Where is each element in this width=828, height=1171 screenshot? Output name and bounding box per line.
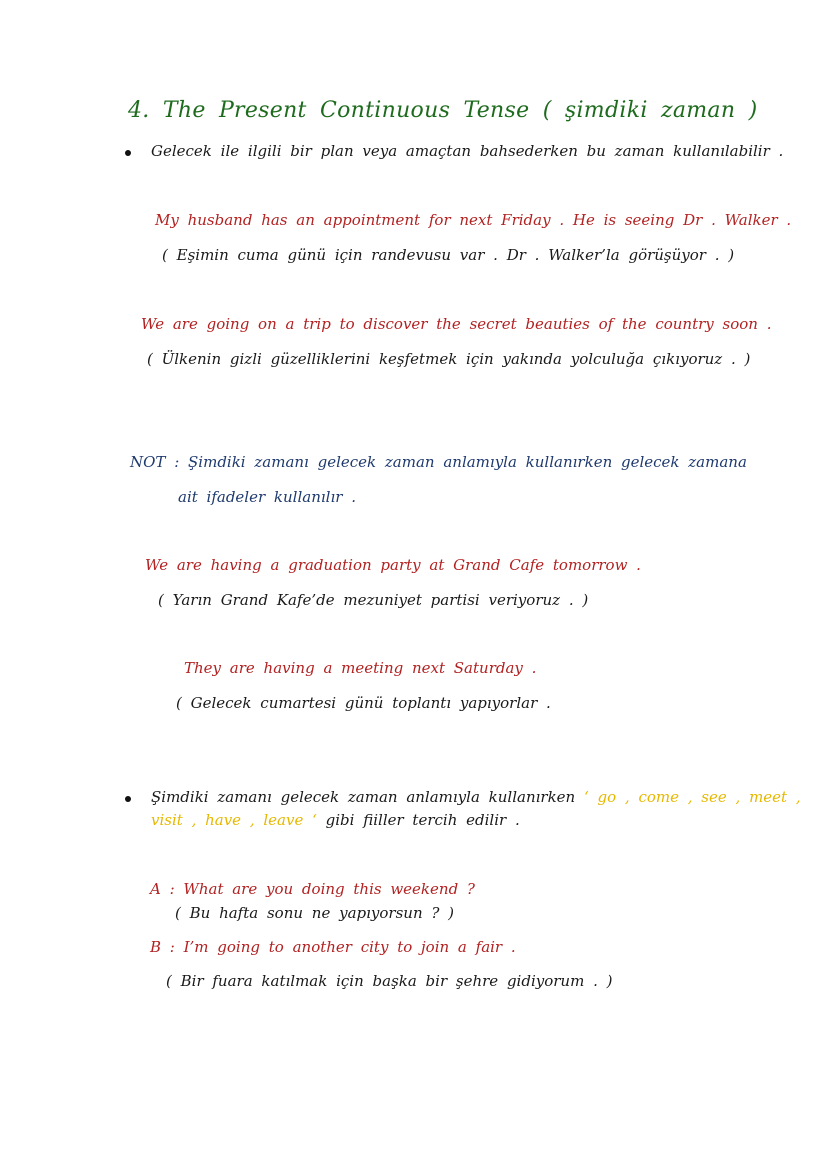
example-3-turkish: ( Yarın Grand Kafe’de mezuniyet partisi veriyoruz . ) (158, 591, 589, 609)
example-2-english: We are going on a trip to discover the secret beauties of the country soon . (141, 315, 772, 333)
verb-list-continued: visit , have , leave ‘ (151, 811, 317, 829)
dialog-a-english: A : What are you doing this weekend ? (150, 880, 475, 898)
page-title: 4. The Present Continuous Tense ( şimdiki zaman ) (128, 98, 758, 123)
example-1-turkish: ( Eşimin cuma günü için randevusu var . Dr . Walker’la görüşüyor . ) (162, 246, 735, 264)
bullet-text-2-line-2 (151, 811, 520, 829)
bullet-icon (125, 796, 131, 802)
verb-list: ‘ go , come , see , meet , (584, 788, 801, 806)
dialog-a-turkish: ( Bu hafta sonu ne yapıyorsun ? ) (175, 904, 455, 922)
example-3-english: We are having a graduation party at Grand Cafe tomorrow . (145, 556, 641, 574)
example-4-turkish: ( Gelecek cumartesi günü toplantı yapıyorlar . (176, 694, 551, 712)
dialog-b-english: B : I’m going to another city to join a fair . (150, 938, 516, 956)
example-1-english: My husband has an appointment for next Friday . He is seeing Dr . Walker . (155, 211, 792, 229)
bullet-2-text: Şimdiki zamanı gelecek zaman anlamıyla kullanırken (151, 788, 576, 806)
example-4-english: They are having a meeting next Saturday . (184, 659, 537, 677)
example-2-turkish: ( Ülkenin gizli güzelliklerini keşfetmek için yakında yolculuğa çıkıyoruz . ) (147, 350, 751, 368)
bullet-text-1: Gelecek ile ilgili bir plan veya amaçtan bahsederken bu zaman kullanılabilir . (151, 142, 784, 160)
dialog-b-turkish: ( Bir fuara katılmak için başka bir şehre gidiyorum . ) (166, 972, 613, 990)
bullet-2-text-end: gibi fiiller tercih edilir . (325, 811, 520, 829)
note-line-1: NOT : Şimdiki zamanı gelecek zaman anlamıyla kullanırken gelecek zamana (130, 453, 747, 471)
note-line-2: ait ifadeler kullanılır . (178, 488, 356, 506)
bullet-icon (125, 150, 131, 156)
bullet-text-2-line-1 (151, 788, 801, 806)
